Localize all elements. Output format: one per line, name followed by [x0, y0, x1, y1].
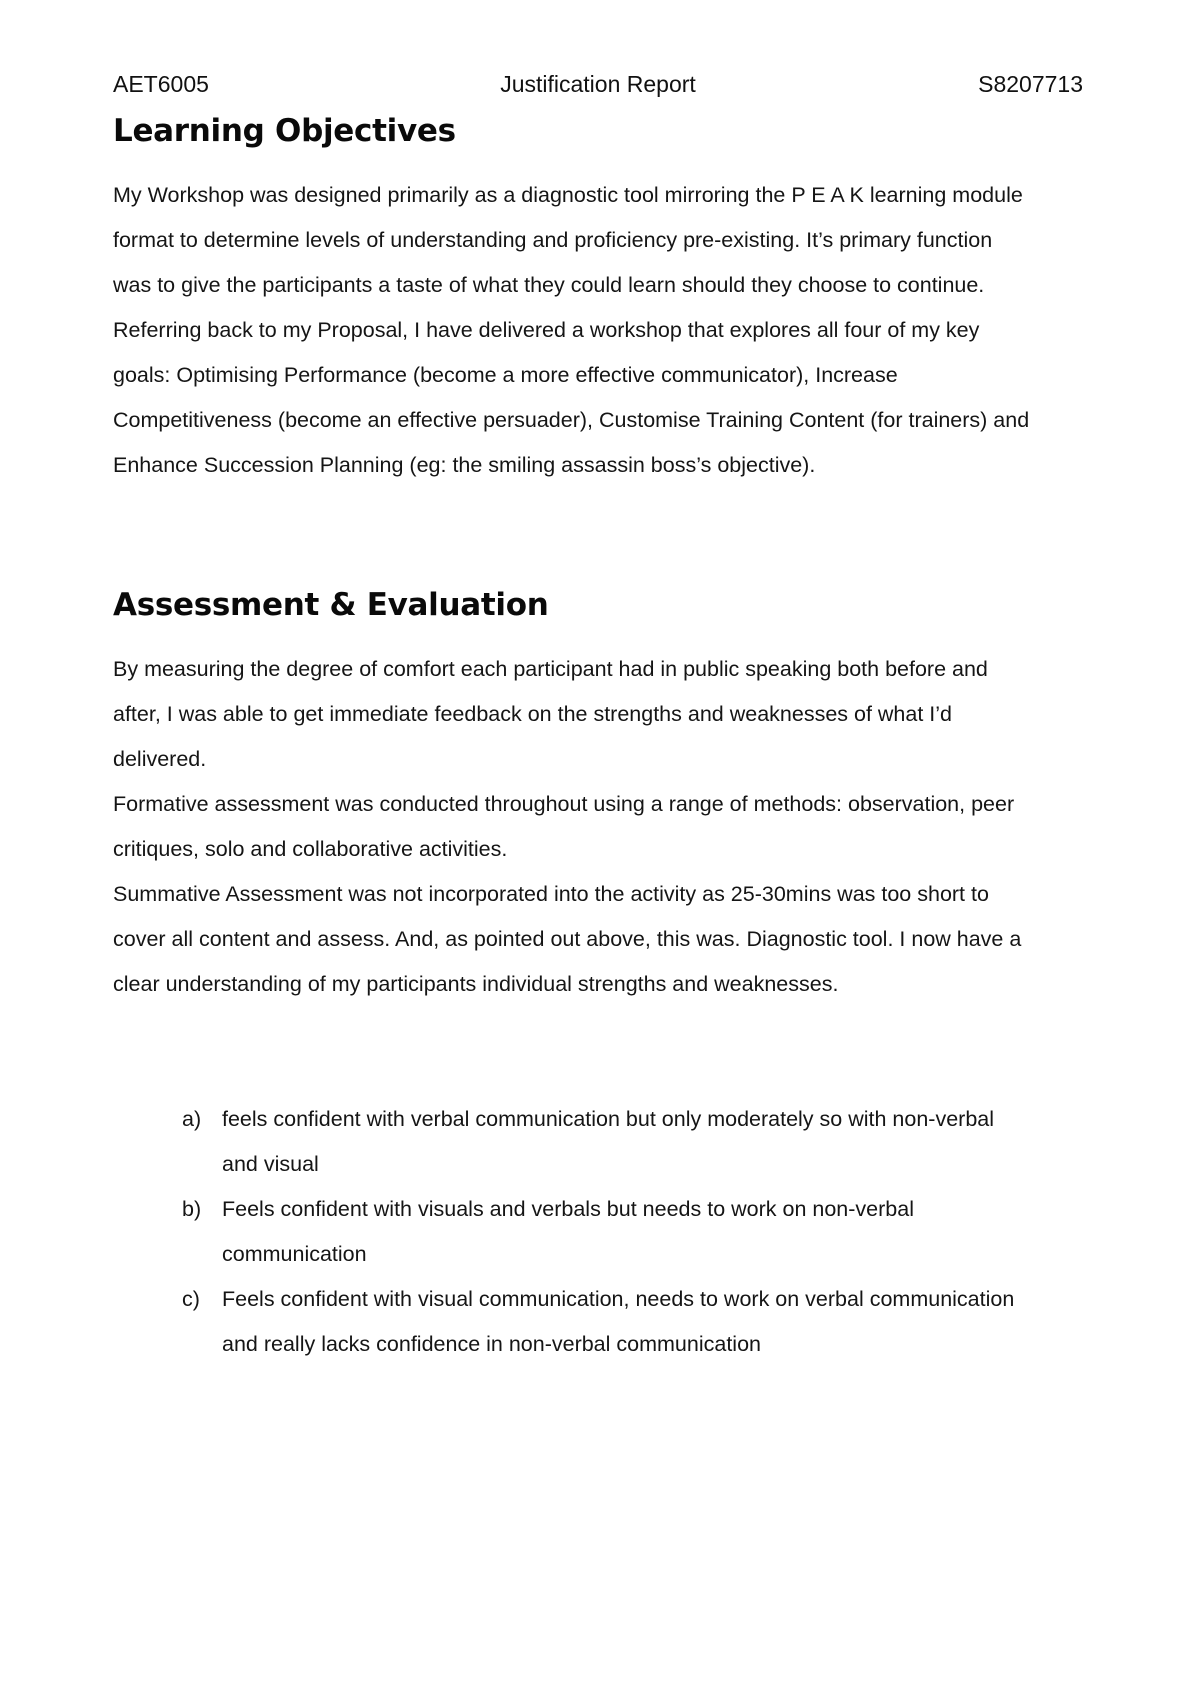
- paragraph-line: clear understanding of my participants individual strengths and weaknesses.: [113, 972, 839, 996]
- paragraph-line: Formative assessment was conducted throughout using a range of methods: observation, peer: [113, 792, 1015, 816]
- list-item-line: and visual: [222, 1152, 319, 1176]
- paragraph-line: Competitiveness (become an effective persuader), Customise Training Content (for trainers) and: [113, 408, 1030, 432]
- list-marker: a): [182, 1107, 202, 1131]
- list-item-line: Feels confident with visuals and verbals but needs to work on non-verbal: [222, 1197, 914, 1221]
- paragraph-line: By measuring the degree of comfort each participant had in public speaking both before and: [113, 657, 988, 681]
- list-item: [182, 1097, 1082, 1187]
- list-marker: c): [182, 1287, 200, 1311]
- list-item: [182, 1277, 1082, 1367]
- section-heading-learning-objectives: Learning Objectives: [113, 113, 456, 149]
- paragraph-line: critiques, solo and collaborative activities.: [113, 837, 508, 861]
- student-id: S8207713: [978, 71, 1083, 97]
- list-item-line: and really lacks confidence in non-verbal communication: [222, 1332, 761, 1356]
- paragraph-line: cover all content and assess. And, as pointed out above, this was. Diagnostic tool. I now have a: [113, 927, 1022, 951]
- list-item-line: feels confident with verbal communication but only moderately so with non-verbal: [222, 1107, 995, 1131]
- paragraph-line: after, I was able to get immediate feedback on the strengths and weaknesses of what I’d: [113, 702, 952, 726]
- list-item-line: communication: [222, 1242, 367, 1266]
- section-heading-assessment-evaluation: Assessment & Evaluation: [113, 587, 549, 623]
- paragraph-line: delivered.: [113, 747, 207, 771]
- paragraph-line: My Workshop was designed primarily as a diagnostic tool mirroring the P E A K learning module: [113, 183, 1023, 207]
- page-header: [113, 71, 1083, 99]
- paragraph-line: Summative Assessment was not incorporated into the activity as 25-30mins was too short to: [113, 882, 989, 906]
- paragraph-line: was to give the participants a taste of what they could learn should they choose to continue.: [113, 273, 985, 297]
- list-item: [182, 1187, 1082, 1277]
- paragraph-line: Referring back to my Proposal, I have delivered a workshop that explores all four of my key: [113, 318, 980, 342]
- paragraph-line: Enhance Succession Planning (eg: the smiling assassin boss’s objective).: [113, 453, 816, 477]
- list-marker: b): [182, 1197, 202, 1221]
- participant-assessment-list: [182, 1097, 1082, 1367]
- report-title: Justification Report: [500, 71, 696, 97]
- paragraph-line: format to determine levels of understanding and proficiency pre-existing. It’s primary function: [113, 228, 993, 252]
- course-code: AET6005: [113, 71, 209, 97]
- assessment-evaluation-paragraph: [113, 647, 1088, 1007]
- list-item-line: Feels confident with visual communication, needs to work on verbal communication: [222, 1287, 1015, 1311]
- paragraph-line: goals: Optimising Performance (become a more effective communicator), Increase: [113, 363, 898, 387]
- learning-objectives-paragraph: [113, 173, 1088, 488]
